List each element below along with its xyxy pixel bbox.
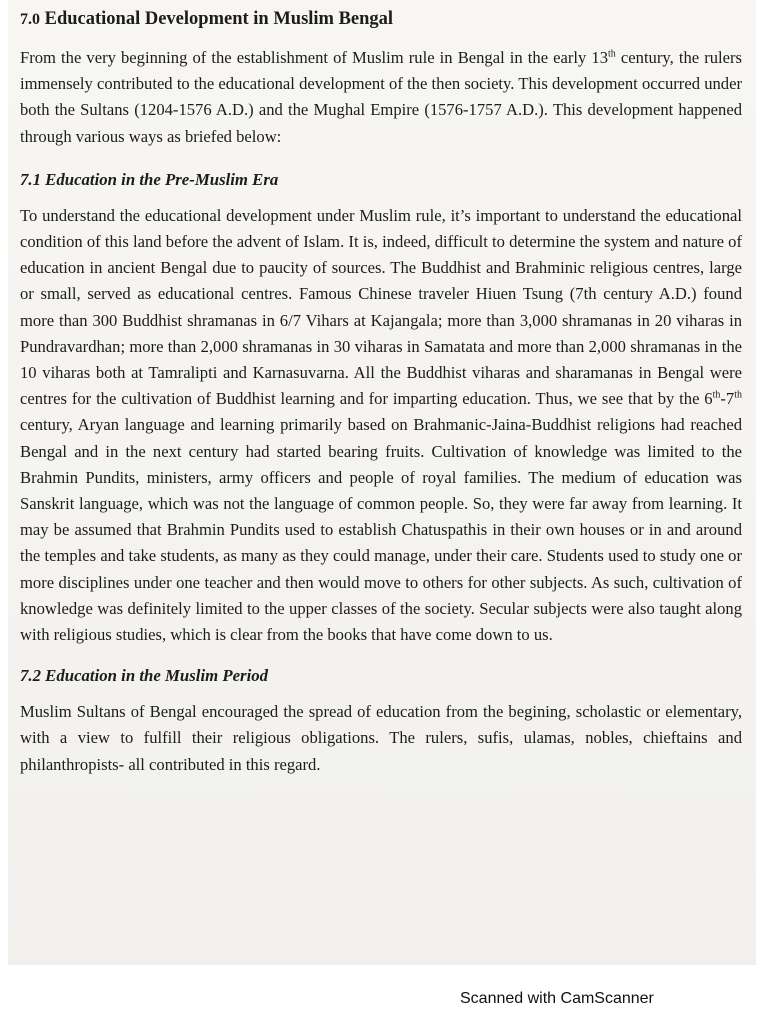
document-body (20, 8, 742, 778)
section-7-1-dash: -7 (720, 389, 735, 409)
section-7-1-text-part-2: century, Aryan language and learning primarily based on Brahmanic-Jaina-Buddhist religions had reached Bengal and in the next century had started bearing fruits. Cultivation of knowledge was limited to the Brahmin Pundits, ministers, army officers and people of royal families. The medium of education was Sanskrit language, which was not the language of common people. So, they were far away from learning. It may be assumed that Brahmin Pundits used to establish Chatuspathis in their own houses or in and around the temples and take students, as many as they could manage, under their care. Students used to study one or more disciplines under one teacher and then would move to others for other subjects. As such, cultivation of knowledge was definitely limited to the upper classes of the society. Secular subjects were also taught along with religious studies, which is clear from the books that have come down to us. (20, 415, 742, 645)
chapter-number: 7.0 (20, 11, 40, 28)
section-7-2-paragraph: Muslim Sultans of Bengal encouraged the spread of education from the begining, scholastic or elementary, with a view to fulfill their religious obligations. The rulers, sufis, ulamas, nobles, chieftains and philanthropists- all contributed in this regard. (20, 702, 742, 774)
section-7-1-heading: 7.1 Education in the Pre-Muslim Era (20, 169, 279, 189)
section-7-1-text-part-1: To understand the educational development under Muslim rule, it’s important to understand the educational condition of this land before the advent of Islam. It is, indeed, difficult to determine the system and nature of education in ancient Bengal due to paucity of sources. The Buddhist and Brahminic religious centres, large or small, served as educational centres. Famous Chinese traveler Hiuen Tsung (7th century A.D.) found more than 300 Buddhist shramanas in 6/7 Vihars at Kajangala; more than 3,000 shramanas in 20 viharas in Pundravardhan; more than 2,000 shramanas in 30 viharas in Samatata and more than 2,000 shramanas in the 10 viharas both at Tamralipti and Karnasuvarna. All the Buddhist viharas and sharamanas in Bengal were centres for the cultivation of Buddhist learning and for imparting education. Thus, we see that by the 6 (20, 205, 742, 409)
intro-text-part-1: From the very beginning of the establishment of Muslim rule in Bengal in the early 13 (20, 48, 609, 67)
section-7-1-paragraph (20, 203, 742, 648)
section-7-2-heading: 7.2 Education in the Muslim Period (20, 666, 269, 686)
camscanner-watermark: Scanned with CamScanner (460, 990, 654, 1007)
section-7-1-superscript-1: th (712, 389, 721, 401)
intro-paragraph (20, 45, 742, 150)
intro-text-part-2: century, the rulers immensely contributed to the educational development of the then society. This development occurred under both the Sultans (1204-1576 A.D.) and the Mughal Empire (1576-1757 A.D.). This development happened through various ways as briefed below: (20, 48, 742, 146)
chapter-heading (20, 8, 742, 31)
scanned-page (8, 0, 756, 965)
intro-superscript: th (608, 48, 616, 60)
section-7-1-superscript-2: th (734, 389, 742, 401)
chapter-title: Educational Development in Muslim Bengal (44, 9, 394, 29)
